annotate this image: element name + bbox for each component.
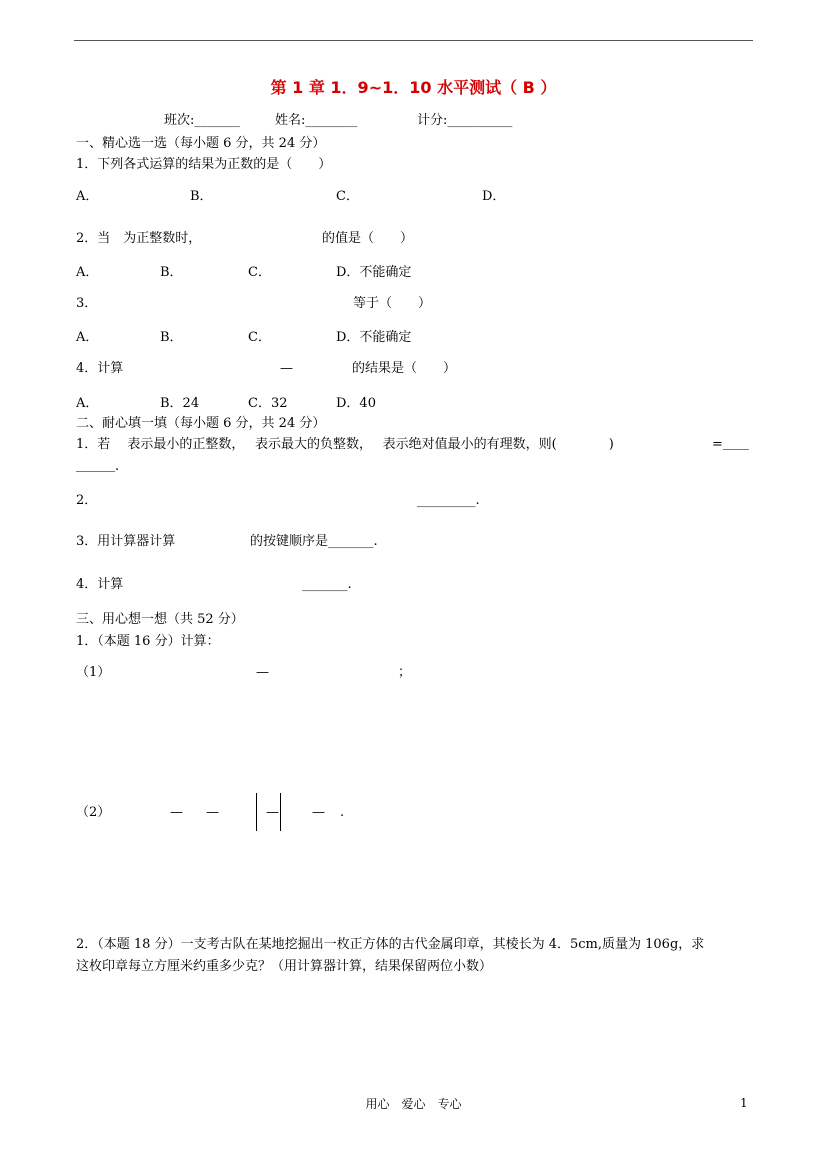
s1-q2-option-a: A． — [76, 265, 99, 280]
s3-q2-line1: 2．（本题 18 分）一支考古队在某地挖掘出一枚正方体的古代金属印章，其棱长为 4．5cm,质量为 106g，求 — [76, 937, 705, 952]
s3-q1-part1-label: （1） — [76, 665, 111, 680]
s2-q3-stem-start: 3．用计算器计算 — [76, 534, 176, 549]
s1-q1-option-d: D． — [482, 189, 506, 204]
s2-q1-line1-blank: =＿＿ — [712, 437, 749, 452]
absolute-value-bar-right — [280, 793, 281, 831]
s1-q2-option-b: B． — [160, 265, 183, 280]
s3-q1-part2-minus-1: — — [170, 805, 183, 820]
s1-q1-option-a: A． — [76, 189, 99, 204]
s1-q4-option-b: B．24 — [160, 396, 200, 411]
s2-q4-blank: _______. — [302, 577, 352, 592]
s1-q2-option-c: C． — [248, 265, 271, 280]
s3-q1-part2-minus-3: — — [266, 805, 279, 820]
page-number: 1 — [740, 1096, 748, 1110]
section2-heading: 二、耐心填一填（每小题 6 分，共 24 分） — [76, 416, 326, 431]
s3-q1-part2-minus-2: — — [206, 805, 219, 820]
section3-heading: 三、用心想一想（共 52 分） — [76, 612, 244, 627]
s1-q1-option-b: B． — [190, 189, 213, 204]
s1-q3-option-b: B． — [160, 330, 183, 345]
s1-q3-option-a: A． — [76, 330, 99, 345]
s2-q2-blank: _________. — [417, 493, 480, 508]
s1-q2-option-d: D．不能确定 — [336, 265, 412, 280]
s1-q1-option-c: C． — [336, 189, 359, 204]
s2-q4-stem: 4．计算 — [76, 577, 124, 592]
s1-q1-stem: 1．下列各式运算的结果为正数的是（ ） — [76, 157, 332, 172]
absolute-value-bar-left — [256, 793, 257, 831]
s1-q2-stem-start: 2．当 为正整数时， — [76, 231, 202, 246]
s3-q1-part2-label: （2） — [76, 805, 111, 820]
s1-q3-stem-end: 等于（ ） — [353, 296, 432, 311]
s1-q3-number: 3． — [76, 296, 98, 311]
class-field: 班次:_______ — [164, 113, 240, 128]
name-field: 姓名:________ — [275, 113, 358, 128]
s2-q2-number: 2． — [76, 493, 98, 508]
s1-q2-stem-end: 的值是（ ） — [322, 231, 414, 246]
section1-heading: 一、精心选一选（每小题 6 分，共 24 分） — [76, 136, 326, 151]
s1-q4-option-a: A． — [76, 396, 99, 411]
s2-q3-stem-end: 的按键顺序是_______. — [250, 534, 378, 549]
s2-q1-line1: 1．若 表示最小的正整数， 表示最大的负整数， 表示绝对值最小的有理数，则( ) — [76, 437, 614, 452]
s1-q4-minus: — — [280, 361, 293, 376]
s1-q4-stem-end: 的结果是（ ） — [352, 361, 457, 376]
s2-q1-line2: ＿＿＿. — [76, 459, 120, 474]
s1-q4-option-c: C．32 — [248, 396, 288, 411]
s3-q2-line2: 这枚印章每立方厘米约重多少克？（用计算器计算，结果保留两位小数） — [76, 959, 493, 974]
s3-q1-part1-semicolon: ； — [398, 665, 412, 680]
s3-q1-part1-minus: — — [256, 665, 269, 680]
header-rule — [74, 40, 753, 41]
score-field: 计分:__________ — [417, 113, 513, 128]
s3-q1-part2-minus-4: — — [312, 805, 325, 820]
page-title: 第 1 章 1．9~1．10 水平测试（ B ） — [270, 78, 557, 97]
s3-q1-stem: 1．（本题 16 分）计算： — [76, 634, 220, 649]
s1-q3-option-d: D．不能确定 — [336, 330, 412, 345]
s3-q1-part2-period: . — [340, 805, 345, 820]
s1-q4-option-d: D．40 — [336, 396, 376, 411]
s1-q4-stem-start: 4．计算 — [76, 361, 124, 376]
footer-motto: 用心 爱心 专心 — [365, 1097, 462, 1111]
s1-q3-option-c: C． — [248, 330, 271, 345]
